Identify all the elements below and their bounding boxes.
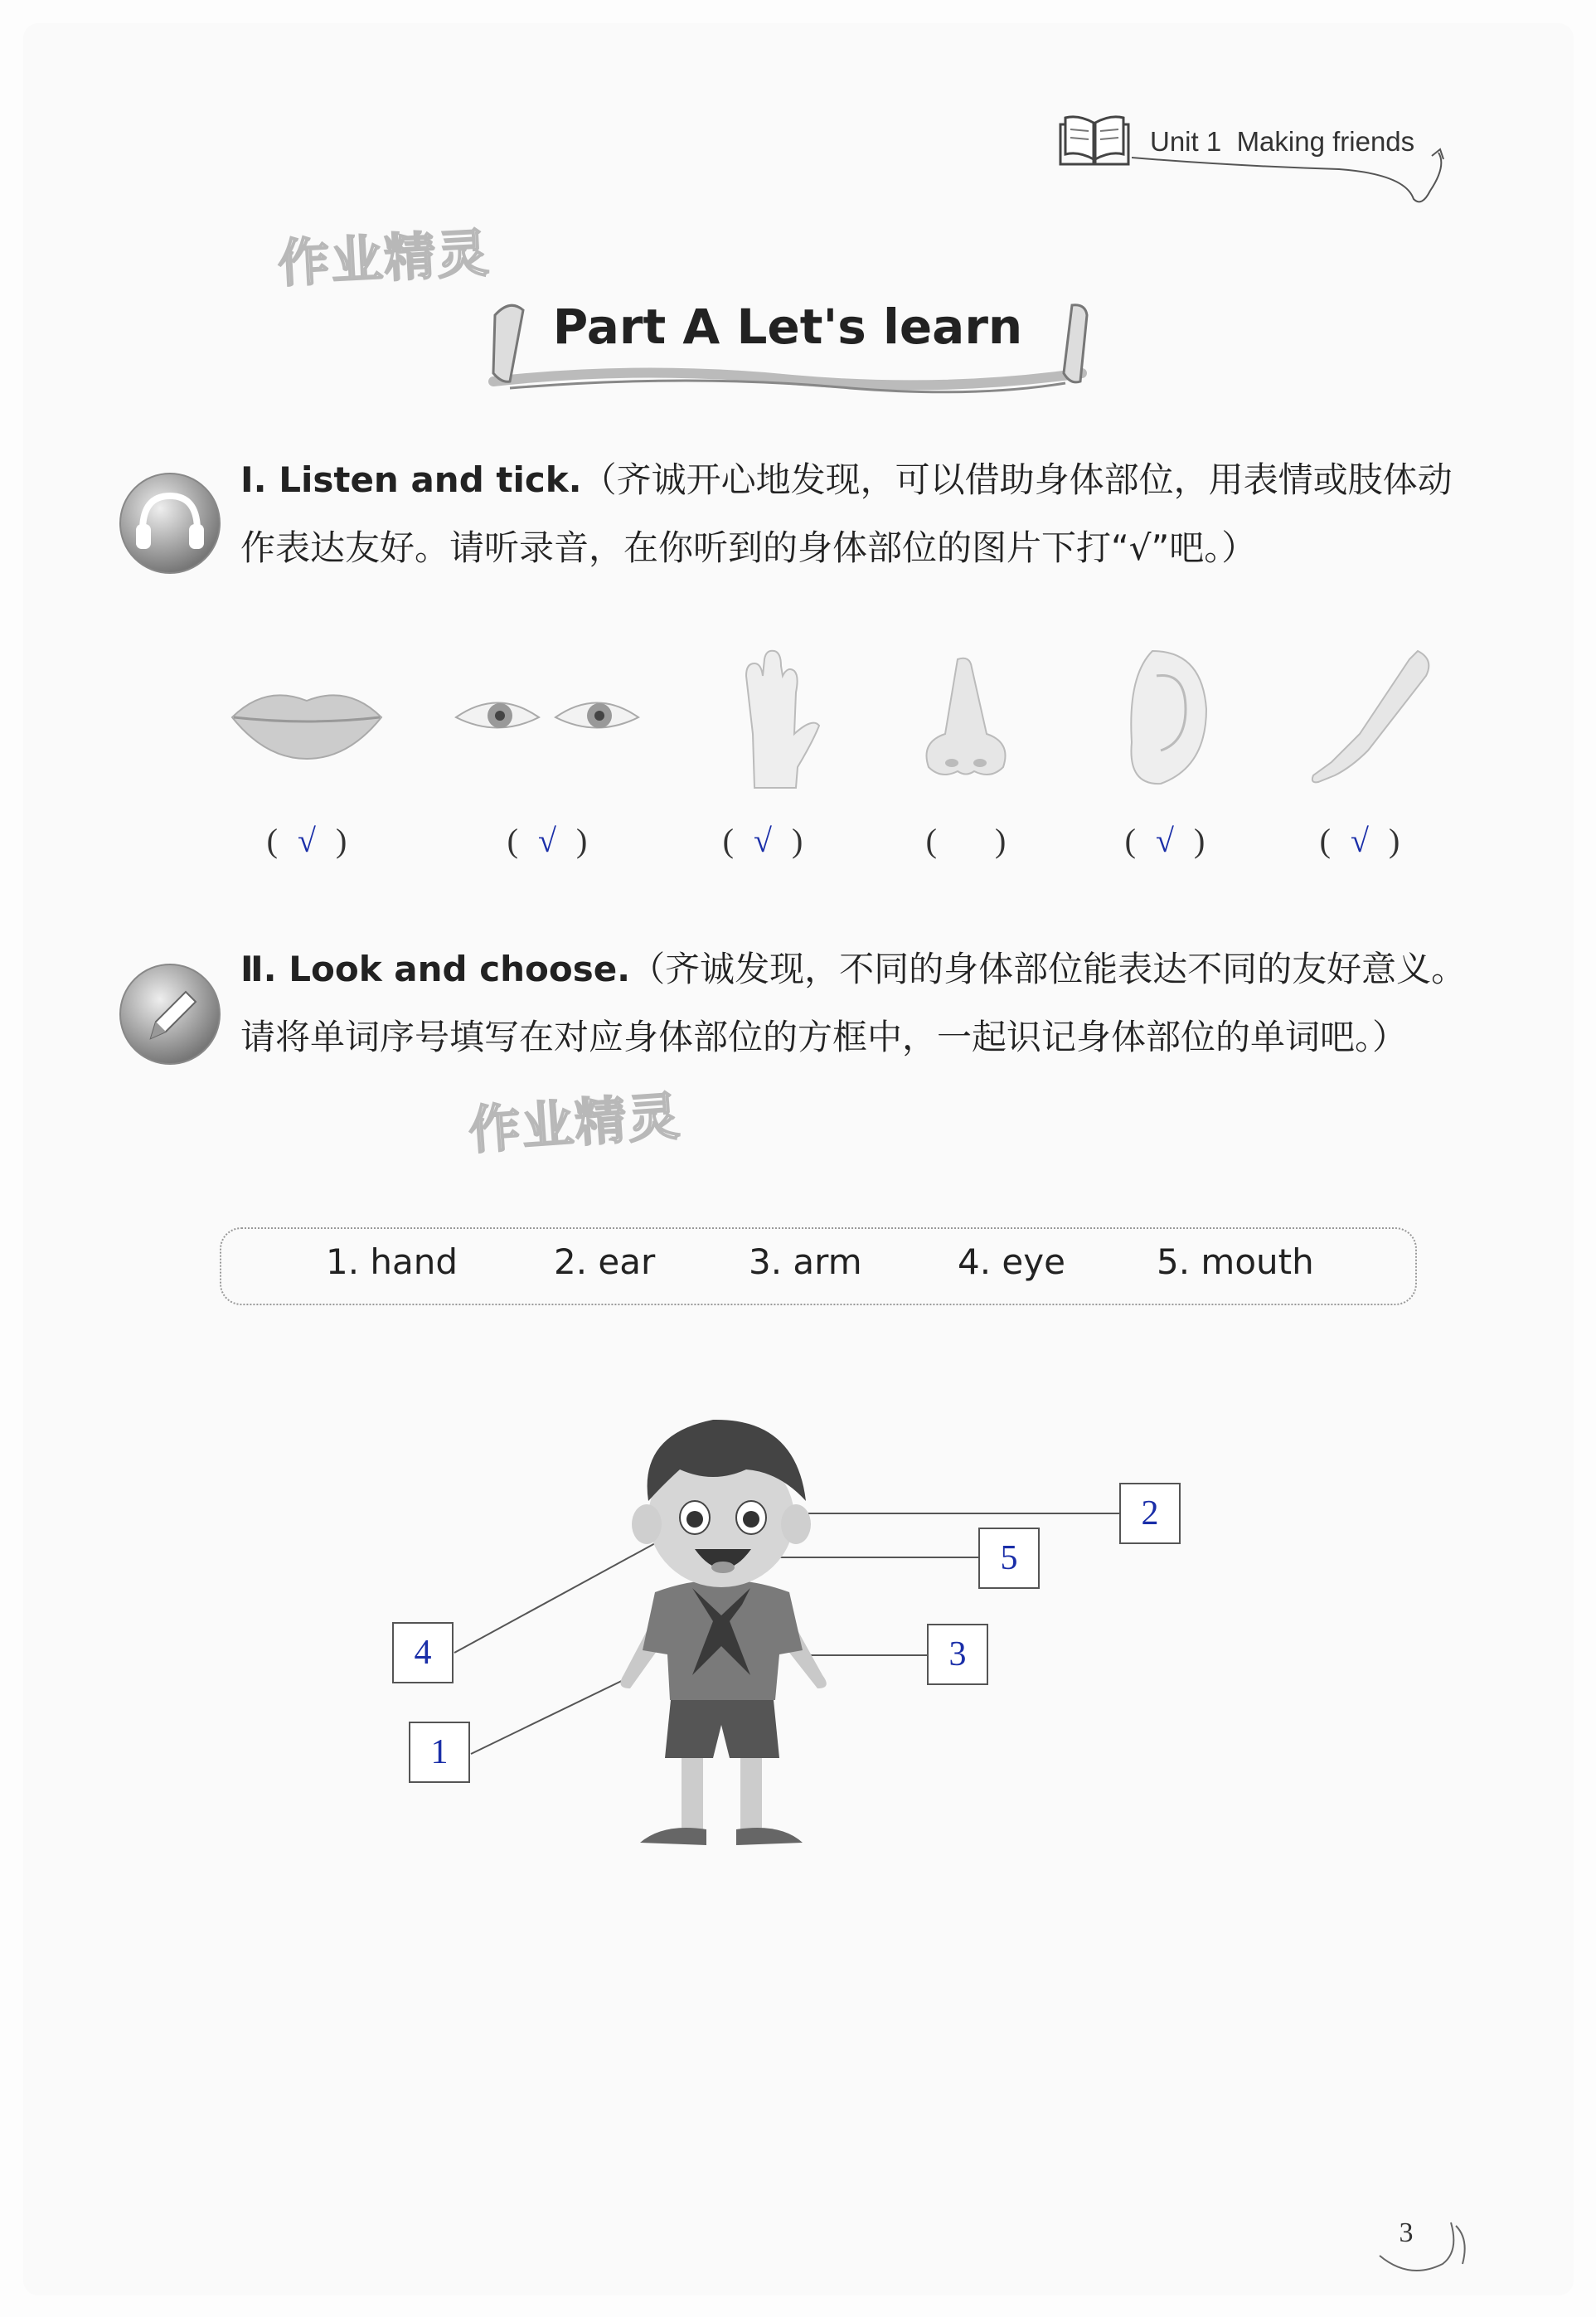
paren-open: ( [722,822,734,859]
paren-open: ( [266,822,278,859]
paren-close: ) [792,822,803,859]
answer-box-ear[interactable]: 2 [1119,1483,1181,1544]
paren-close: ) [995,822,1007,859]
paren-close: ) [336,822,347,859]
pencil-icon [118,962,222,1066]
header-swoosh [1132,141,1463,207]
part-title: Part A Let's learn [552,299,1023,355]
nose-image [912,643,1020,792]
book-icon [1057,113,1132,168]
part-banner [477,290,1099,406]
word-bank-item: 3. arm [749,1241,862,1282]
tick-answer [692,821,833,860]
answer-box-arm[interactable]: 3 [927,1624,988,1685]
tick-answer [895,821,1036,860]
unit-header [1057,108,1463,191]
hand-image [721,643,829,792]
page-number [1376,2206,1476,2281]
paren-close: ) [576,822,588,859]
answer-box-hand[interactable]: 1 [409,1722,470,1783]
tick-mark: √ [754,822,772,859]
section2-label: Ⅱ. Look and choose. [240,949,631,989]
watermark: 作业精灵 [467,1086,683,1161]
watermark: 作业精灵 [276,222,492,294]
paren-open: ( [1124,822,1136,859]
word-bank-item: 1. hand [326,1241,458,1282]
answer-box-eye[interactable]: 4 [392,1622,454,1683]
boy-diagram [0,1377,1596,1874]
ear-image [1111,643,1219,792]
tick-mark: √ [1351,822,1369,859]
tick-mark: √ [1156,822,1174,859]
answer-box-mouth[interactable]: 5 [978,1528,1040,1589]
section1-text: （齐诚开心地发现，可以借助身体部位，用表情或肢体动作表达友好。请听录音，在你听到的身体部位的图片下打“√”吧。） [240,459,1453,568]
mouth-image [224,643,390,792]
section2-text: （齐诚发现，不同的身体部位能表达不同的友好意义。请将单词序号填写在对应身体部位的方框中，一起识记身体部位的单词吧。） [240,949,1467,1057]
arm-image [1302,643,1434,792]
unit-number: Unit 1 [1150,126,1222,157]
section1-instruction [240,446,1467,582]
tick-answer [477,821,618,860]
tick-answer [1094,821,1235,860]
eyes-image [452,643,643,792]
paren-open: ( [1319,822,1331,859]
tick-answer [236,821,377,860]
unit-title: Making friends [1236,126,1415,157]
page-number-text: 3 [1399,2217,1414,2248]
tick-mark: √ [298,822,316,859]
word-bank-item: 2. ear [554,1241,656,1282]
boy-illustration [620,1420,826,1845]
paren-close: ) [1194,822,1205,859]
headphones-icon [118,471,222,576]
word-bank-item: 5. mouth [1157,1241,1314,1282]
tick-mark: √ [538,822,556,859]
tick-answer [1289,821,1430,860]
paren-close: ) [1389,822,1400,859]
section1-label: Ⅰ. Listen and tick. [240,459,582,500]
paren-open: ( [507,822,518,859]
section2-instruction [240,935,1467,1071]
word-bank-item: 4. eye [958,1241,1065,1282]
paren-open: ( [925,822,937,859]
